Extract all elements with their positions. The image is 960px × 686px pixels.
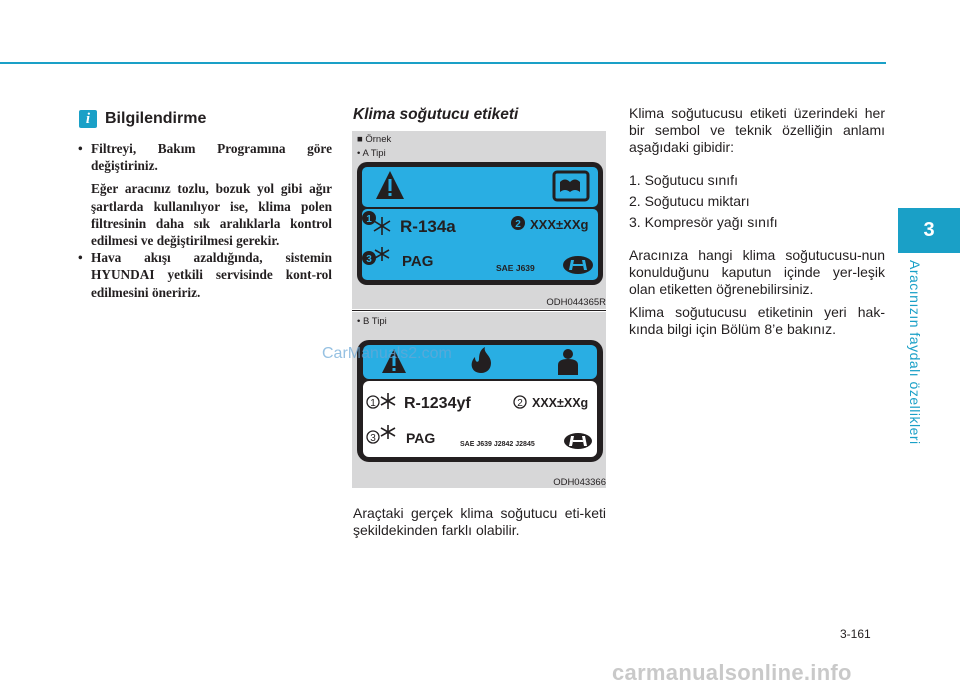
header-rule — [0, 62, 886, 64]
type-b-label: • B Tipi — [357, 316, 387, 327]
label-a-n3: 3 — [366, 254, 372, 265]
info-bullet — [78, 140, 332, 174]
right-column — [629, 105, 885, 338]
info-icon: i — [79, 110, 97, 128]
figure-divider — [352, 310, 606, 311]
hyundai-logo-icon — [563, 256, 593, 274]
figure-code-a: ODH044365R — [546, 297, 606, 308]
label-b-amount: XXX±XXg — [532, 396, 589, 410]
example-label: ■ Örnek — [357, 134, 392, 145]
label-a-n2: 2 — [515, 219, 521, 230]
bullet-dot: • — [78, 250, 83, 266]
label-b-standard: SAE J639 J2842 J2845 — [460, 441, 535, 448]
figure-code-b: ODH043366 — [553, 477, 606, 488]
chapter-title-text: Aracınızın faydalı özellikleri — [907, 260, 923, 445]
label-a-refrigerant: R-134a — [400, 217, 456, 236]
refrigerant-label-a — [356, 161, 604, 286]
type-a-label: • A Tipi — [357, 148, 386, 159]
bullet-dot: • — [78, 141, 83, 156]
bullet-extra-text: Eğer aracınız tozlu, bozuk yol gibi ağır şartlarda kullanılıyor ise, klima polen filtresinin daha sık aralıklarla kontrol edilmesi ve değiştirilmesi gerekir. — [91, 181, 332, 249]
info-bullet — [78, 249, 332, 301]
label-a-standard: SAE J639 — [496, 263, 535, 273]
chapter-number-tab: 3 — [898, 208, 960, 253]
label-b-n2: 2 — [517, 398, 523, 409]
info-heading — [79, 110, 206, 128]
section-title: Klima soğutucu etiketi — [353, 106, 519, 123]
info-body — [78, 140, 332, 301]
chapter-title-vertical — [905, 260, 929, 445]
label-b-n1: 1 — [370, 398, 376, 409]
chapter-reference-paragraph: Klima soğutucusu etiketinin yeri hak-kında bilgi için Bölüm 8’e bakınız. — [629, 304, 885, 337]
footer-watermark[interactable]: carmanualsonline.info — [612, 660, 852, 685]
intro-paragraph: Klima soğutucusu etiketi üzerindeki her bir sembol ve teknik özelliğin anlamı aşağıdaki gibidir: — [629, 105, 885, 155]
hyundai-logo-icon — [564, 433, 592, 449]
label-a-amount: XXX±XXg — [530, 217, 589, 232]
label-b-refrigerant: R-1234yf — [404, 395, 471, 412]
page-number: 3-161 — [840, 627, 871, 641]
symbol-list — [629, 172, 885, 231]
info-title: Bilgilendirme — [105, 110, 207, 127]
list-item: 1. Soğutucu sınıfı — [629, 172, 738, 188]
label-a-oil: PAG — [402, 253, 434, 270]
bullet-text: Filtreyi, Bakım Programına göre değiştiriniz. — [91, 141, 332, 174]
bullet-text: Hava akışı azaldığında, sistemin HYUNDAI yetkili servisinde kont-rol edilmesini öneririz. — [91, 250, 332, 300]
watermark-link[interactable]: CarManuals2.com — [322, 345, 452, 362]
label-b-oil: PAG — [406, 430, 436, 446]
list-item: 2. Soğutucu miktarı — [629, 193, 750, 209]
label-b-n3: 3 — [370, 433, 376, 444]
list-item: 3. Kompresör yağı sınıfı — [629, 214, 778, 230]
label-location-paragraph: Aracınıza hangi klima soğutucusu-nun konulduğunu kaputun içinde yer-leşik olan etiketten öğrenebilirsiniz. — [629, 247, 885, 297]
label-a-n1: 1 — [366, 214, 372, 225]
label-note: Araçtaki gerçek klima soğutucu eti-keti şekildekinden farklı olabilir. — [353, 505, 606, 538]
